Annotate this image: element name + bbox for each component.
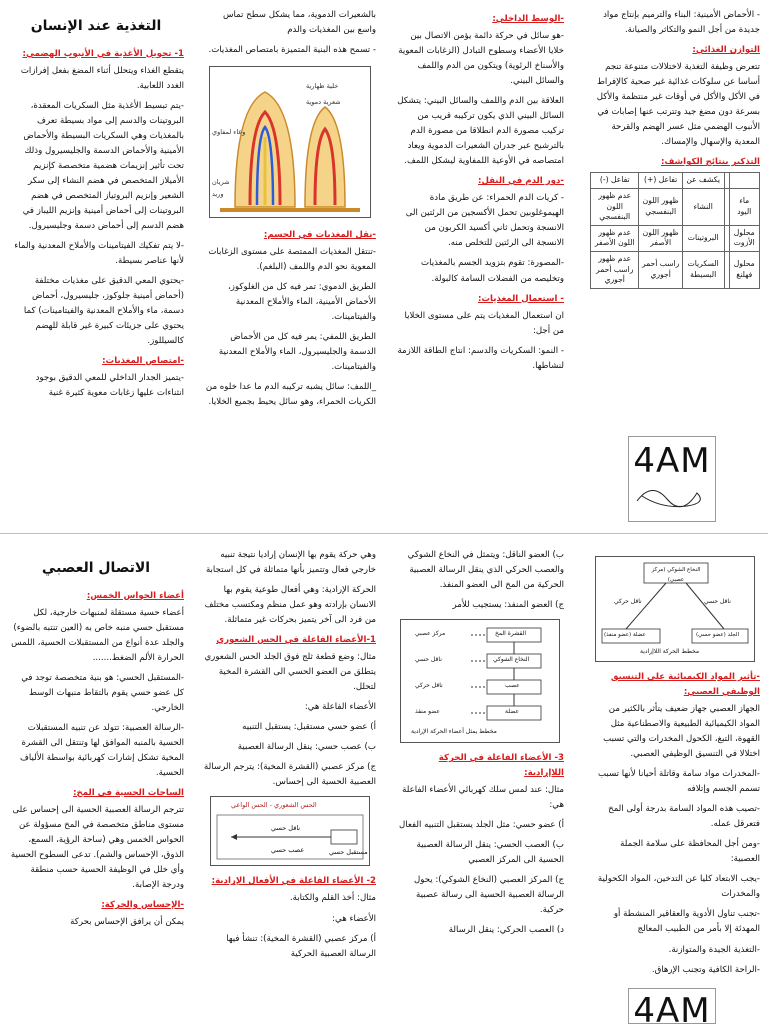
table-cell: تفاعل (-) xyxy=(591,173,639,189)
section-heading: -الوسط الداخلي: xyxy=(492,14,564,24)
paragraph: -تصيب هذه المواد السامة بدرجة أولى المخ فتعرقل عمله. xyxy=(608,804,760,830)
paragraph: يمكن أن يرافق الإحساس بحركة xyxy=(70,917,184,928)
table-cell: ماء اليود xyxy=(729,188,759,225)
figure-label: ناقل حسي xyxy=(704,598,731,605)
paragraph: ج) العضو المنفذ: يستجيب للأمر xyxy=(452,600,564,611)
table-cell xyxy=(729,173,759,189)
figure-label: ناقل حركي xyxy=(614,598,642,605)
table-cell xyxy=(724,173,729,189)
voluntary-movement-figure xyxy=(400,619,560,743)
paragraph: مثال: أخذ القلم والكتابة. xyxy=(289,893,376,904)
paragraph: ب) العصب الحسي: ينقل الرسالة العصبية الحسية الى المركز العصبي xyxy=(416,840,564,866)
table-header-row xyxy=(591,173,760,189)
paragraph: -تنتقل المغذيات الممتصة على مستوى الزغابات المعوية نحو الدم واللمف (البلغم). xyxy=(208,247,376,273)
figure-label: خلية ظهارية xyxy=(306,82,339,91)
paragraph: الطريق الدموي: تمر فيه كل من الغلوكوز، الأحماض الأمينية، الماء والأملاح المعدنية والفيتامينات. xyxy=(228,282,376,323)
paragraph: العلاقة بين الدم واللمف والسائل البيني: يتشكل السائل البيني الذي يكون تركيبه قريب من تركيب مصورة الدم انطلاقا من مصورة الدم بالترشيح عبر جدران الشعيرات الدموية ويعاد امتصاصه في الأوعية اللمفاوية ليشكل اللمف. xyxy=(397,96,564,167)
table-row xyxy=(591,225,760,251)
section-heading: -نقل المغذيات في الجسم: xyxy=(263,230,376,241)
figure-label: عضلة xyxy=(505,708,519,716)
paragraph: تترجم الرسالة العصبية الحسية الى إحساس على مستوى مناطق متخصصة في المخ مسؤولة عن الحواس الخمس وهي (ساحة الرؤية، السمع، الذوق، الإحساس والشم). تدعى السطوح الحسية وأي خلل في الوظيفة الحسية حسب منطقة ودرجة الإصابة. xyxy=(10,804,184,891)
table-cell: تفاعل (+) xyxy=(639,173,682,189)
paragraph: - تسمح هذه البنية المتميزة بامتصاص المغذيات. xyxy=(208,45,376,56)
conscious-sensation-figure xyxy=(210,796,370,866)
paragraph: _اللمف: سائل يشبه تركيبه الدم ما عدا خلوه من الكريات الحمراء، وهو سائل يحيط بجميع الخلايا. xyxy=(205,382,376,408)
paragraph: -المصورة: تقوم بتزويد الجسم بالمغذيات وتخليصه من الفضلات السامة كالبولة. xyxy=(420,258,564,284)
paragraph: -لا يتم تفكيك الفيتامينات والأملاح المعدنية والماء لأنها عناصر بسيطة. xyxy=(14,240,184,266)
section-heading: أعضاء الحواس الخمس: xyxy=(86,590,184,601)
table-cell: عدم ظهور اللون البنفسجي xyxy=(591,188,639,225)
table-row xyxy=(591,188,760,225)
paragraph: أ) عضو حسي: مثل الجلد يستقبل التنبيه الفعال xyxy=(399,820,564,831)
figure-label: وعاء لمفاوي xyxy=(212,128,246,137)
paragraph: ب) عصب حسي: ينقل الرسالة العصبية xyxy=(237,742,376,753)
figure-label: عصب xyxy=(505,682,520,690)
logo-text: 4AM xyxy=(633,991,711,1024)
figure-label: شريان xyxy=(212,178,230,187)
top-col-4 xyxy=(8,4,184,406)
paragraph: مثال: وضع قطعة ثلج فوق الجلد الحس الشعوري يتطلق من العضو الحسي الى القشرة المخية لتحلل. xyxy=(204,652,376,693)
table-cell: ظهور اللون الأصفر xyxy=(639,225,682,251)
paragraph: وهي حركة يقوم بها الإنسان إراديا نتيجة تنبيه خارجي فعال وتتميز بأنها متماثلة في كل استجابة xyxy=(205,550,376,576)
figure-label: الحس الشعوري - الحس الواعي xyxy=(231,801,317,810)
table-cell xyxy=(724,225,729,251)
table-cell: يكشف عن xyxy=(682,173,724,189)
paragraph: ان استعمال المغذيات يتم على مستوى الخلايا من أجل: xyxy=(404,310,564,336)
involuntary-movement-figure xyxy=(595,556,755,662)
section-heading: -تأثير المواد الكيميائية على التنسيق الوظيفي العصبي: xyxy=(610,672,760,698)
figure-label: النخاع الشوكي (مركز عصبي) xyxy=(651,567,701,583)
figure-label: الجلد (عضو حسي) xyxy=(696,632,740,638)
paragraph: الأعضاء هي: xyxy=(332,913,376,924)
figure-label: النخاع الشوكي xyxy=(493,656,530,664)
logo-text: 4AM xyxy=(633,441,711,481)
paragraph: ج) المركز العصبي (النخاع الشوكي): يحول الرسالة العصبية الحسية الى رسالة عصبية حركية. xyxy=(414,875,564,916)
page-title: الاتصال العصبي xyxy=(41,560,151,576)
reagents-table xyxy=(590,172,760,289)
paragraph: أ) عضو حسي مستقبل: يستقبل التنبيه xyxy=(242,722,376,733)
villus-diagram xyxy=(210,67,370,217)
section-heading: -امتصاص المغذيات: xyxy=(102,356,184,367)
table-cell: محلول فهلنغ xyxy=(729,252,759,289)
table-row xyxy=(591,252,760,289)
paragraph: ج) مركز عصبي (القشرة المخية): يترجم الرسالة العصبية الحسية الى إحساس. xyxy=(204,762,376,788)
paragraph: -يجب الابتعاد كليا عن التدخين، المواد الكحولية والمخدرات xyxy=(597,874,760,900)
brand-logo xyxy=(628,988,716,1024)
table-cell xyxy=(724,188,729,225)
paragraph: الأعضاء الفاعلة هي: xyxy=(304,702,376,713)
figure-caption: مخطط يمثل أعضاء الحركة الإرادية xyxy=(411,728,497,736)
section-heading: التذكير بنتائج الكواشف: xyxy=(661,157,760,168)
section-heading: الساحات الحسية في المخ: xyxy=(73,787,184,798)
paragraph: أ) مركز عصبي (القشرة المخية): تنشأ فيها الرسالة العصبية الحركية xyxy=(226,933,376,959)
table-cell: محلول الأزوت xyxy=(729,225,759,251)
paragraph: -المخدرات مواد سامة وقاتلة أحيانا لأنها تسبب تسمم الجسم وإتلافه xyxy=(597,769,760,795)
intestinal-villus-figure xyxy=(209,66,371,218)
paragraph: أعضاء حسية مستقلة لمنبهات خارجية، لكل مستقبل حسي منبه خاص به (العين تنتبه بالضوء) والجلد عدة أنواع من المستقبلات الحسية، اللمس الحرارة الألم الضغط....... xyxy=(11,607,184,663)
page-title: التغذية عند الإنسان xyxy=(30,18,162,34)
paragraph: د) العصب الحركي: ينقل الرسالة xyxy=(448,925,564,936)
paragraph: تتعرض وظيفة التغذية لاختلالات متنوعة تنجم أساسا عن سلوكات غذائية غير صحية كالإفراط في الأكل والأكل في أوقات غير منتظمة والأكل بسرعة دون مضغ جيد وتترتب عنها إصابات في الأنبوب الهضمي مثل عسر الهضم والقرحة المعدية والإسهال والإمساك. xyxy=(596,62,760,148)
figure-label: القشرة المخ xyxy=(495,630,527,638)
paragraph: بالشعيرات الدموية، مما يشكل سطح تماس واسع بين المغذيات والدم xyxy=(222,10,376,36)
figure-label: شعرية دموية xyxy=(306,98,341,107)
figure-label: عضلة (عضو منفذ) xyxy=(604,632,646,638)
paragraph: -التغذية الجيدة والمتوازنة. xyxy=(668,944,760,955)
brand-logo xyxy=(628,436,716,522)
top-col-2 xyxy=(396,8,564,379)
table-cell: السكريات البسيطة xyxy=(682,252,724,289)
figure-caption: مخطط الحركة اللاإرادية xyxy=(640,648,700,655)
section-heading: التوازن الغذائي: xyxy=(692,45,760,56)
page-divider xyxy=(0,533,768,534)
paragraph: -يتميز الجدار الداخلي للمعي الدقيق بوجود انثناءات عليها زغابات معوية كثيرة غنية xyxy=(35,373,184,399)
table-cell: عدم ظهور راسب أحمر أجوري xyxy=(591,252,639,289)
paragraph: الطريق اللمفي: يمر فيه كل من الأحماض الدسمة والجليسيرول، الماء والأملاح المعدنية والفيتامينات. xyxy=(218,332,376,373)
paragraph: - الأحماض الأمينية: البناء والترميم بإنتاج مواد جديدة من أجل النمو والتكاثر والصيانة. xyxy=(603,10,760,36)
bottom-col-4 xyxy=(8,546,184,935)
bottom-col-3 xyxy=(204,548,376,967)
paragraph: -ومن أجل المحافظة على سلامة الجملة العصبية: xyxy=(620,839,760,865)
paragraph: -يحتوي المعي الدقيق على مغذيات مختلفة (أحماض أمينية جلوكوز، جليسيرول، أحماض دسمة، ماء والأملاح المعدنية والفيتامينات) كما يحتوي على جزيئات كبيرة غير قابلة للهضم كالسيللوز. xyxy=(23,275,184,347)
paragraph: الجهاز العصبي جهاز ضعيف يتأثر بالكثير من المواد الكيميائية الطبيعية والاصطناعية مثل القهوة، التبغ، الكحول المخدرات والتي تسبب اختلالا في التنسيق الوظيفي العصبي. xyxy=(603,704,760,760)
table-cell: عدم ظهور اللون الأصفر xyxy=(591,225,639,251)
paragraph: -الرسالة العصبية: تتولد عن تنبيه المستقبلات الحسية بالمنبه الموافق لها وتنتقل الى القشرة المخية تشكل إشارات كهربائية بواسطة الألياف الحسية. xyxy=(19,722,184,778)
section-heading: - استعمال المغذيات: xyxy=(477,293,564,304)
section-heading: 2- الأعضاء الفاعلة في الأفعال الإرادية: xyxy=(211,876,376,887)
section-heading: -دور الدم في النقل: xyxy=(478,176,564,187)
paragraph: يتقطع الغذاء ويتحلل أثناء المضغ بفعل إفرازات الغدد اللعابية. xyxy=(20,65,184,91)
paragraph: -الراحة الكافية وتجنب الإرهاق. xyxy=(651,964,760,975)
paragraph: ب) العضو الناقل: ويتمثل في النخاع الشوكي والعصب الحركي الذي ينقل الرسالة العصبية الحركية من المخ الى العضو المنفذ. xyxy=(407,550,564,591)
figure-label: مستقبل حسي xyxy=(329,848,368,857)
figure-label: عصب حسي xyxy=(271,846,305,855)
figure-label: ناقل حسي xyxy=(415,656,442,664)
bottom-col-2 xyxy=(396,548,564,943)
paragraph: - كريات الدم الحمراء: عن طريق مادة الهيموغلوبين تحمل الأكسجين من الرئتين الى الانسجة وتحمل ثاني أكسيد الكربون من الانسجة الى الرئتين للتخلص منه. xyxy=(405,193,564,249)
figure-label: وريد xyxy=(212,190,224,199)
paragraph: -هو سائل في حركة دائمة يؤمن الاتصال بين خلايا الأعضاء وسطوح التبادل (الزغابات المعوية والأسناخ الرئوية) ويتكون من الدم واللمف والسائل البيني. xyxy=(398,31,564,87)
signature-scribble xyxy=(632,481,712,511)
table-cell: النشاء xyxy=(682,188,724,225)
table-cell xyxy=(724,252,729,289)
figure-label: مركز عصبي xyxy=(415,630,446,638)
section-heading: 1- تحويل الأغذية في الأنبوب الهضمي: xyxy=(22,48,184,59)
table-cell: البروتينات xyxy=(682,225,724,251)
paragraph: مثال: عند لمس سلك كهربائي الأعضاء الفاعلة هي: xyxy=(402,785,564,811)
paragraph: -تجنب تناول الأدوية والعقاقير المنشطة أو المهدئة إلا بأمر من الطبيب المعالج xyxy=(613,909,760,935)
section-heading: 3- الأعضاء الفاعلة في الحركة اللاإرادية: xyxy=(438,753,564,779)
table-cell: ظهور اللون البنفسجي xyxy=(639,188,682,225)
figure-label: عضو منفذ xyxy=(415,708,440,716)
paragraph: -يتم تبسيط الأغذية مثل السكريات المعقدة، البروتينات والدسم إلى مواد بسيطة تعرف بالمغذيات وهي السكريات البسيطة والأحماض الأمينية والأحماض الدسمة والجليسيرول وذلك تحت تأثير إنزيمات هضمية متخصصة كإنزيم الأميلاز المتخصص في هضم النشاء إلى سكر الشعير وإنزيم البروتياز المتخصص في هضم البروتينات إلى أحماض أمينية وإنزيم الليباز في هضم الدسم إلى أحماض دسمة وجليسيرول. xyxy=(22,100,184,231)
paragraph: - النمو: السكريات والدسم: انتاج الطاقة اللازمة لنشاطها. xyxy=(397,345,564,371)
section-heading: 1-الأعضاء الفاعلة في الحس الشعوري xyxy=(216,635,376,646)
paragraph: الحركة الإرادية: وهي أفعال طوعية يقوم بها الانسان بإرادته وهو عمل منظم ومكتسب مختلف من فرد الى آخر يتميز بحركات غير متماثلة. xyxy=(204,585,376,626)
figure-label: ناقل حركي xyxy=(415,682,443,690)
paragraph: -المستقبل الحسي: هو بنية متخصصة توجد في كل عضو حسي يقوم بالتقاط منبهات الوسط الخارجي. xyxy=(21,672,184,713)
top-col-3 xyxy=(204,8,376,415)
bottom-col-1 xyxy=(590,556,760,983)
section-heading: -الإحساس والحركة: xyxy=(101,900,184,911)
top-col-1 xyxy=(590,8,760,289)
figure-label: ناقل حسي xyxy=(271,824,301,833)
table-cell: راسب أحمر أجوري xyxy=(639,252,682,289)
